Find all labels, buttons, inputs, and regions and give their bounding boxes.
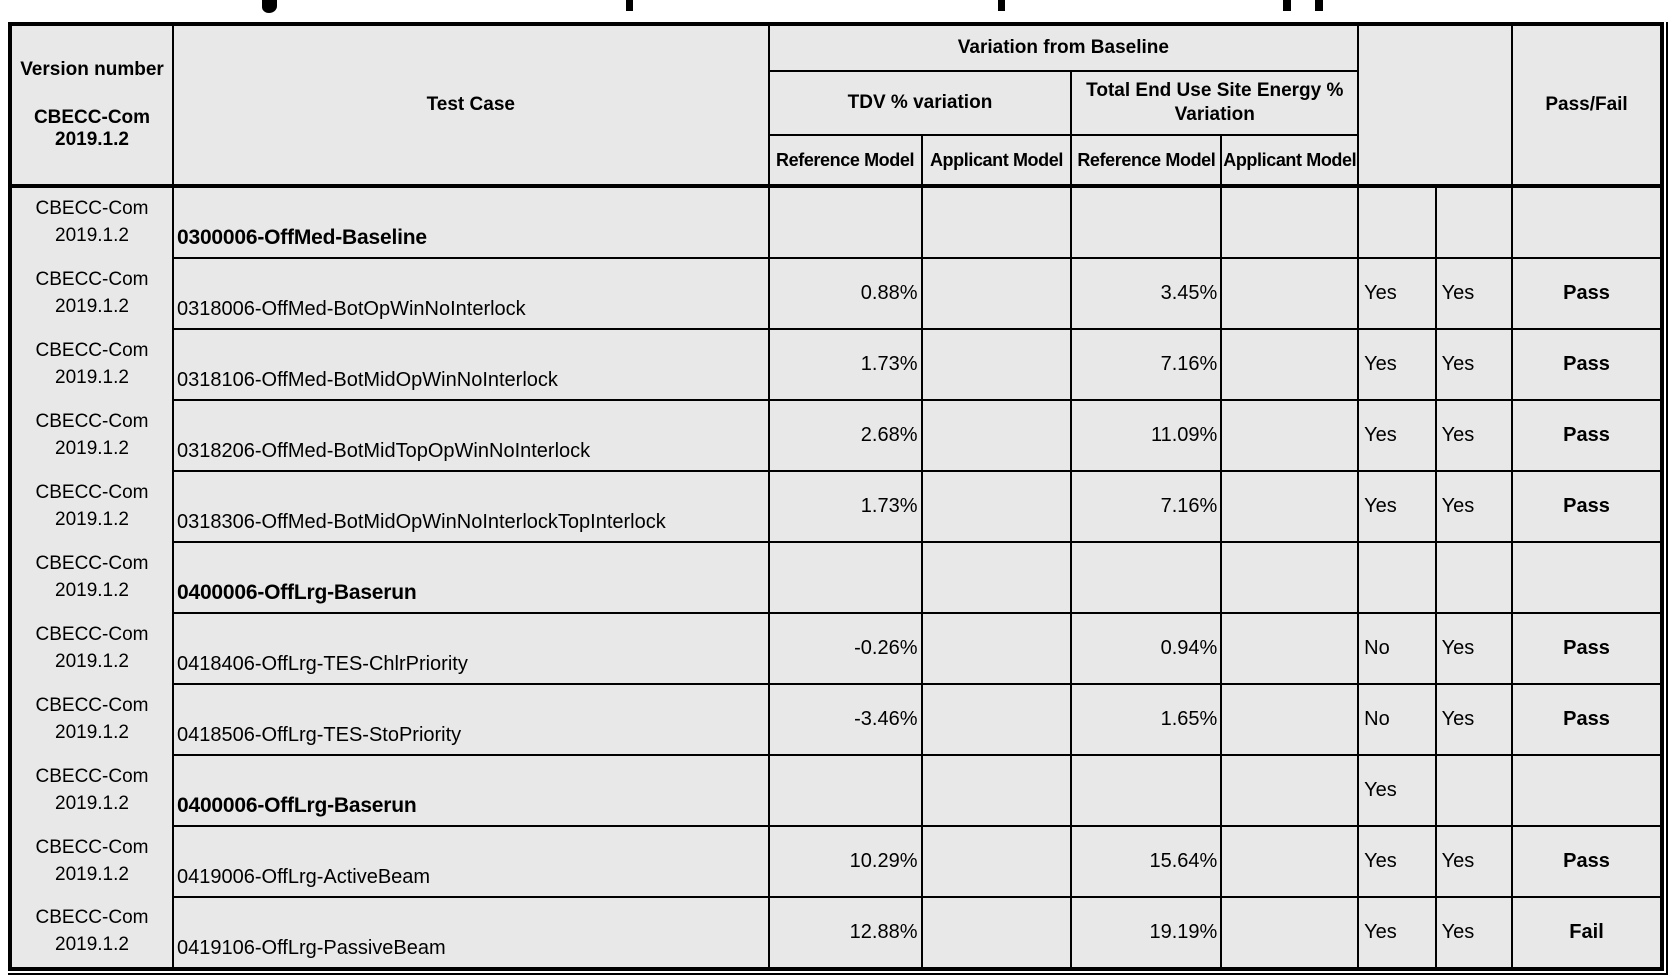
- tdv-applicant-value-cell: [922, 613, 1072, 684]
- site-reference-value-cell: [1071, 755, 1221, 826]
- flag2-cell: Yes: [1436, 897, 1512, 969]
- tdv-reference-value-cell: [769, 186, 922, 258]
- results-table-outer-border: [8, 22, 1668, 975]
- cropped-title-fragment: [1283, 0, 1291, 11]
- tdv-reference-value-cell: [769, 542, 922, 613]
- test-case-cell: 0318306-OffMed-BotMidOpWinNoInterlockTopInterlock: [173, 471, 769, 542]
- test-case-cell: 0419006-OffLrg-ActiveBeam: [173, 826, 769, 897]
- pass-fail-cell: Pass: [1512, 329, 1662, 400]
- table-row: [10, 400, 1662, 471]
- flag1-cell: [1358, 186, 1435, 258]
- version-cell: CBECC-Com 2019.1.2: [10, 400, 173, 471]
- tdv-applicant-value-cell: [922, 471, 1072, 542]
- tdv-reference-value-cell: 12.88%: [769, 897, 922, 969]
- flag2-cell: Yes: [1436, 400, 1512, 471]
- version-column-header: [10, 24, 173, 186]
- site-reference-model-header: Reference Model: [1071, 135, 1221, 186]
- test-case-cell: 0300006-OffMed-Baseline: [173, 186, 769, 258]
- site-reference-value-cell: 7.16%: [1071, 329, 1221, 400]
- pass-fail-cell: [1512, 755, 1662, 826]
- flag1-cell: No: [1358, 684, 1435, 755]
- pass-fail-cell: Fail: [1512, 897, 1662, 969]
- site-energy-variation-group-header: Total End Use Site Energy % Variation: [1071, 71, 1358, 135]
- version-cell: CBECC-Com 2019.1.2: [10, 258, 173, 329]
- cropped-title-fragment: [1315, 0, 1323, 11]
- test-case-cell: 0318206-OffMed-BotMidTopOpWinNoInterlock: [173, 400, 769, 471]
- site-reference-value-cell: [1071, 542, 1221, 613]
- version-cell: CBECC-Com 2019.1.2: [10, 329, 173, 400]
- flag2-cell: [1436, 755, 1512, 826]
- cropped-title-fragment: [626, 0, 633, 11]
- tdv-applicant-value-cell: [922, 755, 1072, 826]
- tdv-applicant-value-cell: [922, 400, 1072, 471]
- table-row: [10, 613, 1662, 684]
- tdv-applicant-model-header: Applicant Model: [922, 135, 1072, 186]
- flag2-cell: [1436, 542, 1512, 613]
- table-row: [10, 258, 1662, 329]
- site-reference-value-cell: 7.16%: [1071, 471, 1221, 542]
- flag1-cell: Yes: [1358, 400, 1435, 471]
- site-applicant-value-cell: [1221, 542, 1358, 613]
- flag1-cell: Yes: [1358, 258, 1435, 329]
- site-reference-value-cell: 15.64%: [1071, 826, 1221, 897]
- tdv-applicant-value-cell: [922, 897, 1072, 969]
- version-header-line1: Version number: [20, 59, 164, 80]
- version-cell: CBECC-Com 2019.1.2: [10, 613, 173, 684]
- version-cell: CBECC-Com 2019.1.2: [10, 826, 173, 897]
- version-cell: CBECC-Com 2019.1.2: [10, 542, 173, 613]
- tdv-applicant-value-cell: [922, 826, 1072, 897]
- site-applicant-value-cell: [1221, 613, 1358, 684]
- flag2-cell: Yes: [1436, 613, 1512, 684]
- test-case-cell: 0400006-OffLrg-Baserun: [173, 542, 769, 613]
- cropped-title-fragment: [998, 0, 1005, 11]
- site-applicant-value-cell: [1221, 826, 1358, 897]
- pass-fail-cell: Pass: [1512, 400, 1662, 471]
- tdv-reference-value-cell: 2.68%: [769, 400, 922, 471]
- site-applicant-value-cell: [1221, 186, 1358, 258]
- flag2-cell: Yes: [1436, 684, 1512, 755]
- table-row: [10, 897, 1662, 969]
- flag2-cell: Yes: [1436, 826, 1512, 897]
- table-row: [10, 684, 1662, 755]
- flag1-cell: [1358, 542, 1435, 613]
- test-results-table: [8, 22, 1664, 971]
- site-reference-value-cell: [1071, 186, 1221, 258]
- site-applicant-value-cell: [1221, 897, 1358, 969]
- table-row: [10, 329, 1662, 400]
- version-cell: CBECC-Com 2019.1.2: [10, 897, 173, 969]
- flag2-cell: Yes: [1436, 258, 1512, 329]
- flag2-cell: [1436, 186, 1512, 258]
- test-case-cell: 0418406-OffLrg-TES-ChlrPriority: [173, 613, 769, 684]
- site-applicant-value-cell: [1221, 329, 1358, 400]
- test-case-cell: 0418506-OffLrg-TES-StoPriority: [173, 684, 769, 755]
- pass-fail-column-header: Pass/Fail: [1512, 24, 1662, 186]
- test-case-cell: 0419106-OffLrg-PassiveBeam: [173, 897, 769, 969]
- tdv-applicant-value-cell: [922, 329, 1072, 400]
- tdv-applicant-value-cell: [922, 258, 1072, 329]
- pass-fail-cell: Pass: [1512, 826, 1662, 897]
- site-applicant-value-cell: [1221, 258, 1358, 329]
- version-cell: CBECC-Com 2019.1.2: [10, 684, 173, 755]
- pass-fail-cell: [1512, 542, 1662, 613]
- tdv-reference-model-header: Reference Model: [769, 135, 922, 186]
- test-case-cell: 0400006-OffLrg-Baserun: [173, 755, 769, 826]
- site-applicant-value-cell: [1221, 471, 1358, 542]
- unlabeled-column-header: [1358, 24, 1512, 186]
- site-applicant-model-header: Applicant Model: [1221, 135, 1358, 186]
- cropped-title-fragment: [262, 0, 277, 13]
- pass-fail-cell: Pass: [1512, 258, 1662, 329]
- tdv-reference-value-cell: 0.88%: [769, 258, 922, 329]
- flag1-cell: Yes: [1358, 329, 1435, 400]
- tdv-reference-value-cell: 1.73%: [769, 329, 922, 400]
- site-reference-value-cell: 19.19%: [1071, 897, 1221, 969]
- version-cell: CBECC-Com 2019.1.2: [10, 471, 173, 542]
- test-case-cell: 0318106-OffMed-BotMidOpWinNoInterlock: [173, 329, 769, 400]
- site-reference-value-cell: 1.65%: [1071, 684, 1221, 755]
- version-cell: CBECC-Com 2019.1.2: [10, 186, 173, 258]
- tdv-reference-value-cell: [769, 755, 922, 826]
- pass-fail-cell: [1512, 186, 1662, 258]
- tdv-reference-value-cell: -3.46%: [769, 684, 922, 755]
- site-applicant-value-cell: [1221, 755, 1358, 826]
- flag1-cell: No: [1358, 613, 1435, 684]
- tdv-applicant-value-cell: [922, 542, 1072, 613]
- site-applicant-value-cell: [1221, 684, 1358, 755]
- table-row: [10, 826, 1662, 897]
- site-reference-value-cell: 3.45%: [1071, 258, 1221, 329]
- table-row: [10, 755, 1662, 826]
- site-reference-value-cell: 11.09%: [1071, 400, 1221, 471]
- pass-fail-cell: Pass: [1512, 613, 1662, 684]
- test-case-cell: 0318006-OffMed-BotOpWinNoInterlock: [173, 258, 769, 329]
- table-row: [10, 542, 1662, 613]
- flag1-cell: Yes: [1358, 897, 1435, 969]
- version-cell: CBECC-Com 2019.1.2: [10, 755, 173, 826]
- flag1-cell: Yes: [1358, 826, 1435, 897]
- tdv-reference-value-cell: 1.73%: [769, 471, 922, 542]
- tdv-applicant-value-cell: [922, 684, 1072, 755]
- pass-fail-cell: Pass: [1512, 471, 1662, 542]
- site-applicant-value-cell: [1221, 400, 1358, 471]
- tdv-applicant-value-cell: [922, 186, 1072, 258]
- pass-fail-cell: Pass: [1512, 684, 1662, 755]
- table-row: [10, 471, 1662, 542]
- flag1-cell: Yes: [1358, 755, 1435, 826]
- table-row: [10, 186, 1662, 258]
- site-reference-value-cell: 0.94%: [1071, 613, 1221, 684]
- flag2-cell: Yes: [1436, 471, 1512, 542]
- tdv-reference-value-cell: -0.26%: [769, 613, 922, 684]
- flag1-cell: Yes: [1358, 471, 1435, 542]
- version-header-line2: CBECC-Com 2019.1.2: [33, 107, 151, 150]
- flag2-cell: Yes: [1436, 329, 1512, 400]
- tdv-variation-group-header: TDV % variation: [769, 71, 1072, 135]
- test-case-column-header: Test Case: [173, 24, 769, 186]
- variation-from-baseline-group-header: Variation from Baseline: [769, 24, 1359, 71]
- tdv-reference-value-cell: 10.29%: [769, 826, 922, 897]
